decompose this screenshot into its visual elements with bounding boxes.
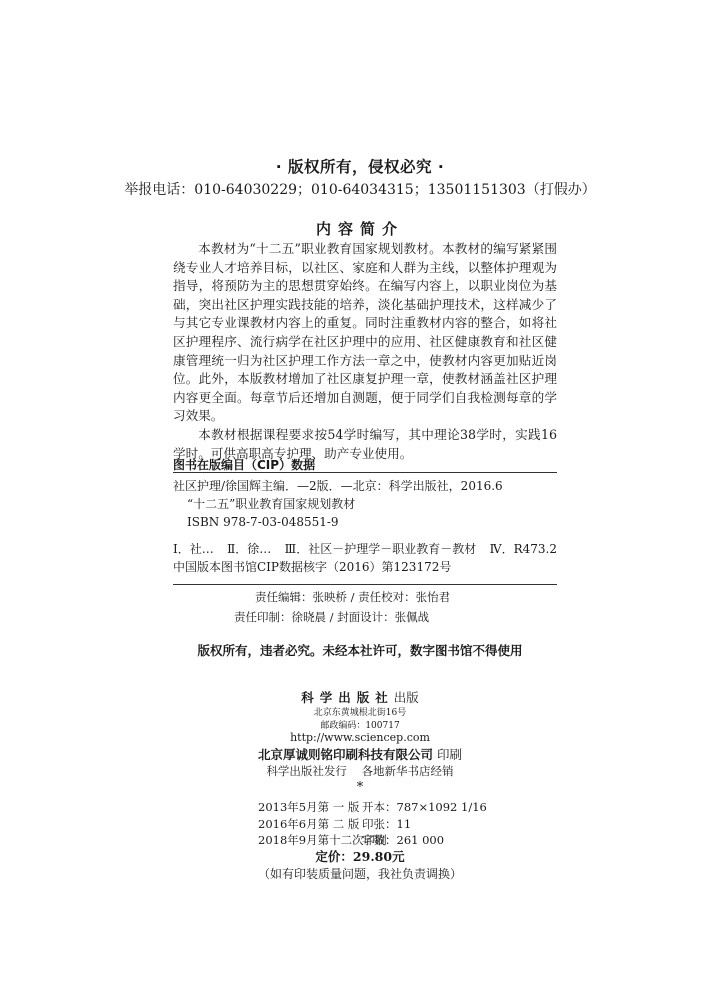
publisher-postcode: 邮政编码：100717 — [320, 721, 400, 731]
distribution-line — [0, 763, 720, 779]
publisher-url: http://www.sciencep.com — [290, 731, 430, 744]
cip-bibliographic-line: 社区护理/徐国辉主编．—2版．—北京：科学出版社，2016.6 — [173, 479, 503, 493]
edition-date: 2016年6月第 二 版 — [258, 816, 360, 831]
edition-spec: 开本：787×1092 1/16 — [362, 800, 487, 814]
printer-line — [0, 745, 720, 763]
seller: 各地新华书店经销 — [361, 764, 454, 778]
summary-paragraph: 本教材为“十二五”职业教育国家规划教材。本教材的编写紧紧围绕专业人才培养目标，以社区、家庭和人群为主线，以整体护理观为指导，将预防为主的思想贯穿始终。在编写内容上，以职业岗位为基础，突出社区护理实践技能的培养，淡化基础护理技术，这样减少了与其它专业课教材内容上的重复。同时注重教材内容的整合，如将社区护理程序、流行病学在社区护理中的应用、社区健康教育和社区健康管理统一归为社区护理工作方法一章之中，使教材内容更加贴近岗位。此外，本版教材增加了社区康复护理一章，使教材涵盖社区护理内容更全面。每章节后还增加自测题，便于同学们自我检测每章的学习效果。 — [173, 241, 557, 424]
cip-class-item: Ⅳ．R473.2 — [489, 542, 557, 556]
edition-spec: 印张：11 — [362, 816, 412, 831]
edition-date: 2018年9月第十二次印刷 — [258, 833, 387, 847]
cip-top-rule — [173, 472, 557, 473]
printer-action: 印刷 — [436, 747, 462, 762]
staff-print-line: 责任印制：徐晓晨 / 封面设计：张佩战 — [234, 610, 430, 624]
cip-record-number-line: 中国版本图书馆CIP数据核字（2016）第123172号 — [173, 560, 452, 574]
publisher-address: 北京东黄城根北街16号 — [313, 708, 407, 718]
cip-heading: 图书在版编目（CIP）数据 — [173, 458, 316, 472]
publisher-line — [0, 688, 720, 706]
price-line: 定价：29.80元 — [315, 849, 405, 864]
summary-body — [173, 240, 557, 463]
staff-editor-line: 责任编辑：张映桥 / 责任校对：张怡君 — [255, 590, 451, 604]
report-phone-line: 举报电话：010-64030229；010-64034315；13501151303（打假办） — [124, 182, 596, 198]
edition-row — [258, 799, 487, 816]
rights-notice: 版权所有，违者必究。未经本社许可，数字图书馆不得使用 — [197, 643, 523, 658]
cip-data-block — [173, 477, 557, 576]
edition-block — [258, 799, 487, 849]
cip-class-item: Ⅲ．社区－护理学－职业教育－教材 — [284, 542, 477, 556]
cip-classification-line — [173, 540, 557, 558]
cip-bottom-rule — [173, 584, 557, 585]
edition-spec: 字数：261 000 — [362, 833, 445, 847]
cip-class-item: Ⅰ．社… — [173, 542, 214, 556]
edition-date: 2013年5月第 一 版 — [258, 800, 360, 814]
publisher-name: 科学出版社 — [301, 690, 394, 705]
copyright-slogan: · 版权所有，侵权必究 · — [275, 158, 445, 176]
issuer: 科学出版社发行 — [266, 764, 347, 778]
quality-note: （如有印装质量问题，我社负责调换） — [257, 867, 462, 881]
summary-paragraph: 本教材根据课程要求按54学时编写，其中理论38学时，实践16学时。可供高职高专护理、助产专业使用。 — [173, 426, 557, 461]
publisher-action: 出版 — [393, 690, 419, 705]
cip-class-item: Ⅱ．徐… — [227, 542, 272, 556]
printer-name: 北京厚诚则铭印刷科技有限公司 — [257, 747, 433, 762]
summary-title: 内容简介 — [315, 220, 404, 238]
cip-series-line: “十二五”职业教育国家规划教材 — [187, 497, 356, 511]
edition-row — [258, 816, 487, 833]
star-divider: * — [356, 780, 364, 795]
cip-isbn-line: ISBN 978-7-03-048551-9 — [187, 515, 339, 529]
